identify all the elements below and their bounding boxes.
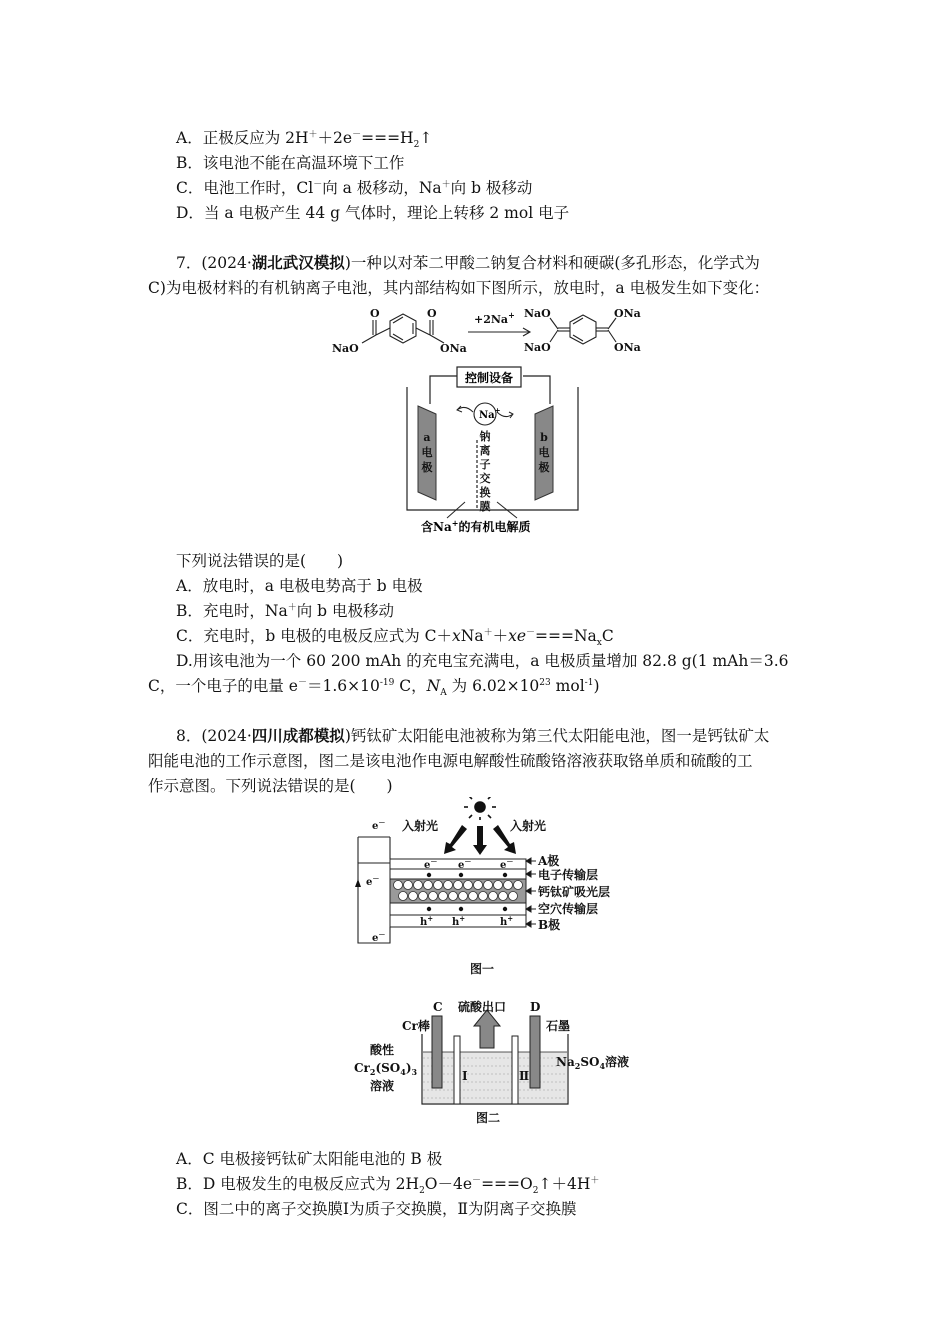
outlet-arrow-icon <box>474 1010 500 1048</box>
label-d: D <box>530 1000 541 1014</box>
svg-text:e－: e－ <box>458 857 472 871</box>
svg-text:e－: e－ <box>372 930 386 944</box>
layer-electron-transport: 电子传输层 <box>538 868 599 882</box>
q7-question: 下列说法错误的是( ) <box>176 552 344 570</box>
label-c: C <box>433 1000 443 1014</box>
q8-figure-1 <box>350 797 650 979</box>
electrode-c <box>432 1016 442 1088</box>
q8-stem-line3: 作示意图。下列说法错误的是( ) <box>148 777 393 795</box>
electrolyte-label: 含Na+的有机电解质 <box>421 518 531 534</box>
nao-left: NaO <box>332 342 359 355</box>
svg-text:子: 子 <box>479 458 491 471</box>
sun-icon <box>464 797 496 820</box>
q7-option-d-line1: D.用该电池为一个 60 200 mAh 的充电宝充满电，a 电极质量增加 82.8 g(1 mAh＝3.6 <box>176 652 789 670</box>
q7-option-b: B．充电时，Na＋向 b 电极移动 <box>176 602 394 620</box>
svg-text:h+: h+ <box>500 914 514 928</box>
nao-right-top: NaO <box>524 307 551 320</box>
label-outlet: 硫酸出口 <box>458 1000 507 1014</box>
membrane-label <box>480 429 491 513</box>
light-label-left: 入射光 <box>402 819 439 833</box>
svg-text:e－: e－ <box>424 857 438 871</box>
figure-2-caption: 图二 <box>476 1111 501 1125</box>
layer-a-electrode: A极 <box>538 854 560 868</box>
light-arrows-icon <box>444 825 516 855</box>
q6-option-d: D．当 a 电极产生 44 g 气体时，理论上转移 2 mol 电子 <box>176 204 570 222</box>
svg-text:e－: e－ <box>366 874 380 888</box>
ona-left: ONa <box>440 342 467 355</box>
label-graphite: 石墨 <box>546 1019 571 1033</box>
q7-reaction-figure <box>318 300 663 362</box>
carbonyl-o-left: O <box>370 307 380 320</box>
reaction-arrow-label: +2Na+ <box>474 310 515 326</box>
svg-text:h+: h+ <box>452 914 466 928</box>
controller-label: 控制设备 <box>464 371 514 385</box>
ona-right-bottom: ONa <box>614 341 641 354</box>
q8-option-b: B．D 电极发生的电极反应式为 $2H_2O-4e^-===O_2↑+4H^+$ <box>176 1175 600 1197</box>
layer-b-electrode: B极 <box>538 918 561 932</box>
svg-text:b: b <box>540 431 548 444</box>
svg-text:换: 换 <box>479 486 491 499</box>
ona-right-top: ONa <box>614 307 641 320</box>
label-acidic: 酸性 <box>370 1043 395 1057</box>
layer-perovskite: 钙钛矿吸光层 <box>538 885 611 899</box>
label-cr-salt: $Cr_2(SO_4)_3$ <box>354 1061 418 1077</box>
q6-option-a: A．正极反应为 $2H^++2e^-===H_2↑$ <box>176 129 433 151</box>
layer-hole-transport: 空穴传输层 <box>538 902 599 916</box>
q7-option-c: C．充电时，b 电极的电极反应式为 $C+xNa^++xe^-===Na_xC$ <box>176 627 614 649</box>
svg-text:e－: e－ <box>500 857 514 871</box>
q6-option-c: C．电池工作时，Cl－向 a 极移动，Na＋向 b 极移动 <box>176 179 533 197</box>
svg-text:电: 电 <box>421 446 433 459</box>
q7-option-d-line2: C，一个电子的电量 $e^-=1.6\times 10^{-19}$ C，$N_A$ 为 $6.02\times 10^{23}$ mol$^{-1}$) <box>148 677 600 699</box>
label-solution: 溶液 <box>370 1079 395 1093</box>
label-membrane-2: Ⅱ <box>519 1069 530 1083</box>
q8-option-c: C．图二中的离子交换膜Ⅰ为质子交换膜，Ⅱ为阴离子交换膜 <box>176 1200 577 1218</box>
carbonyl-o-right: O <box>427 307 437 320</box>
q8-option-a: A．C 电极接钙钛矿太阳能电池的 B 极 <box>176 1150 443 1168</box>
svg-text:Na+: Na+ <box>479 406 501 421</box>
svg-text:h+: h+ <box>420 914 434 928</box>
svg-text:膜: 膜 <box>479 500 491 513</box>
q7-stem-line1: 7．(2024·湖北武汉模拟)一种以对苯二甲酸二钠复合材料和硬碳(多孔形态，化学式为 <box>176 253 760 272</box>
svg-text:钠: 钠 <box>479 430 491 443</box>
q8-stem-line2: 阳能电池的工作示意图，图二是该电池作电源电解酸性硫酸铬溶液获取铬单质和硫酸的工 <box>148 752 753 770</box>
svg-text:极: 极 <box>421 461 433 474</box>
label-cr-rod: Cr棒 <box>402 1019 430 1033</box>
svg-text:交: 交 <box>479 472 491 485</box>
svg-text:a: a <box>423 431 431 444</box>
q7-stem-line2: C)为电极材料的有机钠离子电池，其内部结构如下图所示，放电时，a 电极发生如下变化： <box>148 279 770 297</box>
q8-stem-line1: 8．(2024·四川成都模拟)钙钛矿太阳能电池被称为第三代太阳能电池，图一是钙钛矿太 <box>176 726 770 745</box>
light-label-right: 入射光 <box>510 819 547 833</box>
svg-text:e－: e－ <box>372 818 386 832</box>
electrode-d <box>530 1016 540 1088</box>
label-membrane-1: Ⅰ <box>462 1069 468 1083</box>
q6-option-b: B．该电池不能在高温环境下工作 <box>176 154 405 172</box>
nao-right-bottom: NaO <box>524 341 551 354</box>
svg-text:离: 离 <box>479 444 491 457</box>
svg-text:电: 电 <box>538 446 550 459</box>
q8-figure-2 <box>350 996 640 1126</box>
svg-text:极: 极 <box>538 461 550 474</box>
q7-option-a: A．放电时，a 电极电势高于 b 电极 <box>176 577 423 595</box>
figure-1-caption: 图一 <box>470 962 495 976</box>
q7-battery-diagram <box>385 362 600 540</box>
label-na2so4: $Na_2SO_4$溶液 <box>556 1055 630 1071</box>
